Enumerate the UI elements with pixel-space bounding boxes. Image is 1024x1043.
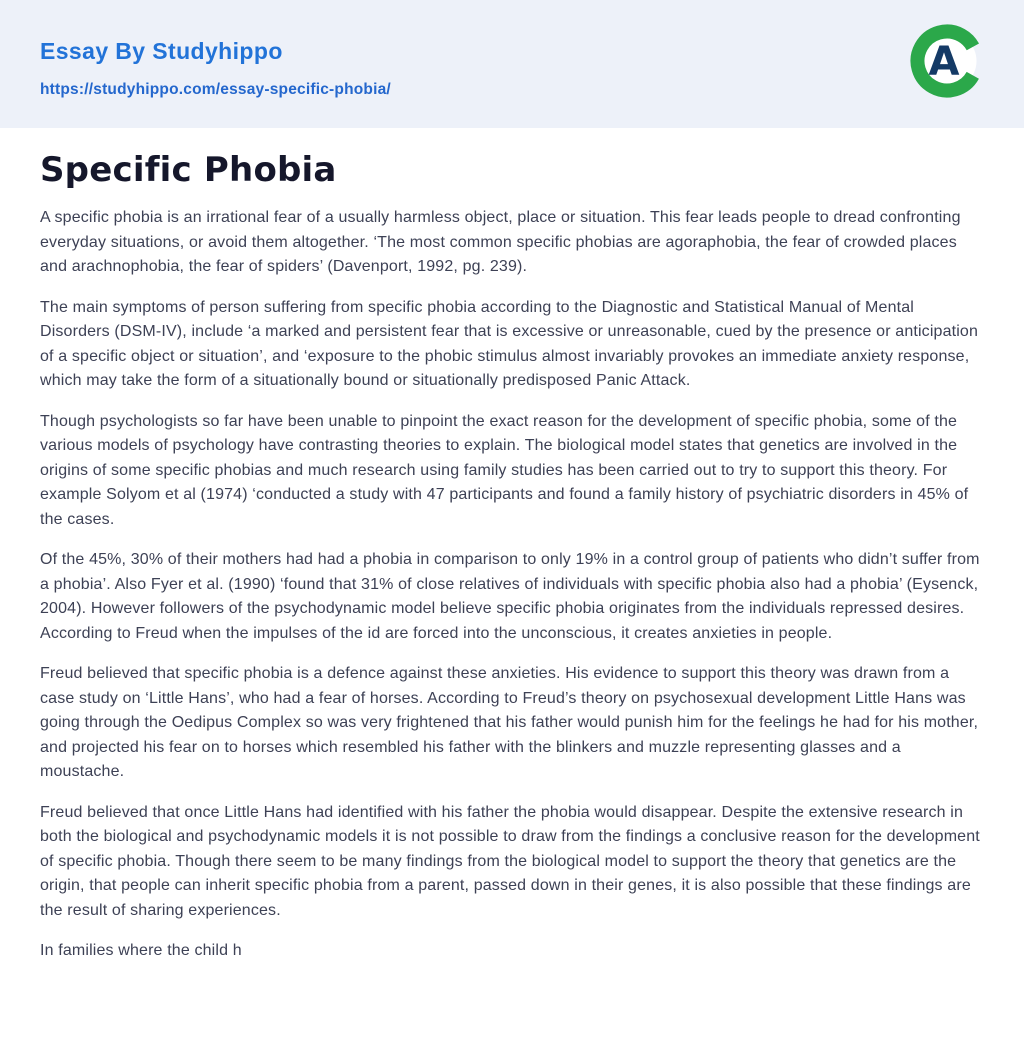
logo-ring-icon [910,24,984,98]
page-header [0,0,1024,128]
source-url-link[interactable]: https://studyhippo.com/essay-specific-phobia/ [40,81,391,98]
essay-paragraph: In families where the child h [40,942,242,959]
essay-content [0,128,1024,964]
essay-paragraph: Of the 45%, 30% of their mothers had had a phobia in comparison to only 19% in a control group of patients who didn’t suffer from a phobia’. Also Fyer et al. (1990) ‘found that 31% of close relatives of individuals with specific phobia also had a phobia’ (Eysenck, 2004). However followers of the psychodynamic model believe specific phobia originates from the individuals repressed desires. According to Freud when the impulses of the id are forced into the unconscious, it creates anxieties in people. [40,551,980,642]
essay-paragraph: Freud believed that once Little Hans had identified with his father the phobia would disappear. Despite the extensive research in both the biological and psychodynamic models it is not possible to draw from the findings a conclusive reason for the development of specific phobia. Though there seem to be many findings from the biological model to support the theory that genetics are the origin, that people can inherit specific phobia from a parent, passed down in their genes, it is also possible that these findings are the result of sharing experiences. [40,803,980,919]
essay-paragraph: Though psychologists so far have been unable to pinpoint the exact reason for the development of specific phobia, some of the various models of psychology have contrasting theories to explain. The biological model states that genetics are involved in the origins of some specific phobias and much research using family studies has been carried out to try to support this theory. For example Solyom et al (1974) ‘conducted a study with 47 participants and found a family history of psychiatric disorders in 45% of the cases. [40,412,969,528]
logo-letter: A [928,39,960,85]
studyhippo-logo[interactable] [910,24,984,98]
site-title: Essay By Studyhippo [40,38,283,64]
essay-paragraph: Freud believed that specific phobia is a defence against these anxieties. His evidence to support this theory was drawn from a case study on ‘Little Hans’, who had a fear of horses. According to Freud’s theory on psychosexual development Little Hans was going through the Oedipus Complex so was very frightened that his father would punish him for the feelings he had for his mother, and projected his fear on to horses which resembled his father with the blinkers and muzzle representing glasses and a moustache. [40,665,979,780]
essay-paragraph: The main symptoms of person suffering from specific phobia according to the Diagnostic and Statistical Manual of Mental Disorders (DSM-IV), include ‘a marked and persistent fear that is excessive or unreasonable, cued by the presence or anticipation of a specific object or situation’, and ‘exposure to the phobic stimulus almost invariably provokes an immediate anxiety response, which may take the form of a situationally bound or situationally predisposed Panic Attack. [40,298,979,389]
essay-paragraph: A specific phobia is an irrational fear of a usually harmless object, place or situation. This fear leads people to dread confronting everyday situations, or avoid them altogether. ‘The most common specific phobias are agoraphobia, the fear of crowded places and arachnophobia, the fear of spiders’ (Davenport, 1992, pg. 239). [40,209,961,275]
essay-title: Specific Phobia [40,150,337,190]
